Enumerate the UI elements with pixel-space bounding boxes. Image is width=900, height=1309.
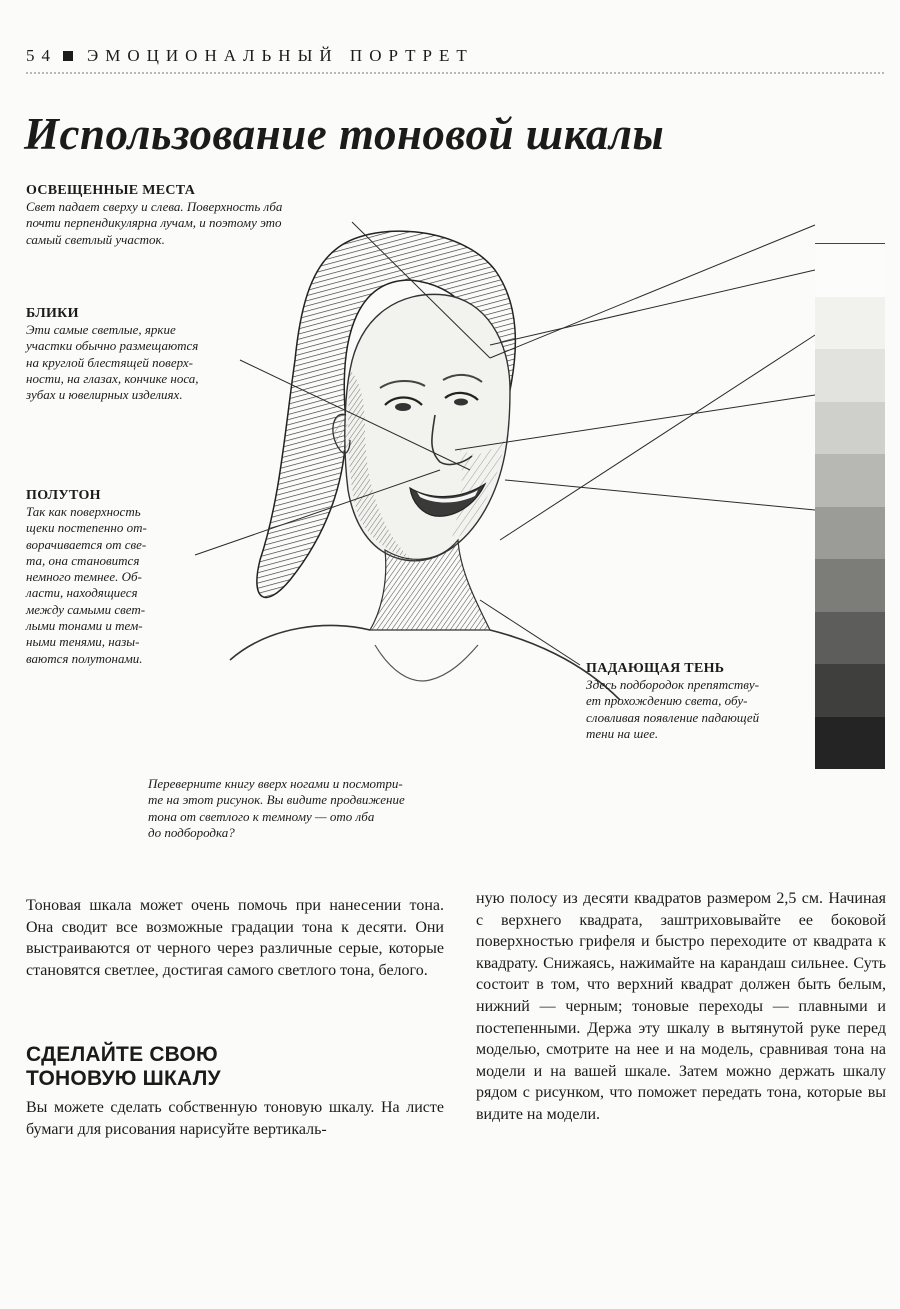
- tonal-scale-step-1: [815, 243, 885, 297]
- page-number: 54: [26, 46, 57, 65]
- annotation-line: на круглой блестящей поверх-: [26, 354, 193, 370]
- annotation-highlights: [26, 306, 241, 403]
- tonal-scale-step-3: [815, 349, 885, 402]
- annotation-line: лыми тонами и тем-: [26, 618, 143, 634]
- body-right-column: ную полосу из десяти квадратов размером 2,5 см. Начиная с верхнего квадрата, заштриховывайте ее боковой поверхностью грифеля и быстро переходите от квадрата к квадрату. Снижаясь, нажимайте на карандаш сильнее. Суть состоит в том, что верхний квадрат должен быть белым, нижний — черным; тоновые переходы — плавными и постепенными. Держа эту шкалу в вытянутой руке перед моделью, смотрите на нее и на модель, сравнивая тона на модели и на вашей шкале. Затем можно держать шкалу рядом с рисунком, что поможет передать тона, которые вы видите на модели.: [476, 890, 886, 1123]
- annotation-heading: ПАДАЮЩАЯ ТЕНЬ: [586, 661, 725, 676]
- annotation-line: почти перпендикулярна лучам, и поэтому это: [26, 215, 282, 231]
- annotation-line: зубах и ювелирных изделиях.: [26, 387, 183, 403]
- annotation-line: между самыми свет-: [26, 601, 146, 617]
- portrait-drawing: [160, 200, 640, 770]
- tonal-scale-step-2: [815, 297, 885, 350]
- tonal-scale-step-9: [815, 664, 885, 717]
- annotation-line: та, она становится: [26, 552, 140, 568]
- annotation-line: ности, на глазах, кончике носа,: [26, 370, 199, 386]
- body-section-paragraph: Вы можете сделать собственную тоновую шкалу. На листе бумаги для рисования нарисуйте вертикаль-: [26, 1099, 444, 1138]
- tonal-scale-step-5: [815, 454, 885, 507]
- annotation-line: самый светлый участок.: [26, 231, 165, 247]
- figure-caption: [148, 776, 458, 841]
- tonal-scale-step-7: [815, 559, 885, 612]
- annotation-line: щеки постепенно от-: [26, 520, 147, 536]
- annotation-line: ными тенями, назы-: [26, 634, 140, 650]
- annotation-text: [26, 322, 241, 403]
- annotation-text: [586, 677, 796, 742]
- annotation-heading: ПОЛУТОН: [26, 488, 101, 503]
- annotation-line: ворачивается от све-: [26, 536, 147, 552]
- annotation-heading: ОСВЕЩЕННЫЕ МЕСТА: [26, 183, 196, 198]
- caption-line: тона от светлого к темному — ото лба: [148, 808, 375, 824]
- neckline: [375, 645, 478, 681]
- running-title: ЭМОЦИОНАЛЬНЫЙ ПОРТРЕТ: [87, 46, 474, 65]
- caption-line: Переверните книгу вверх ногами и посмотри-: [148, 776, 403, 791]
- annotation-line: немного темнее. Об-: [26, 569, 142, 585]
- shoulders: [230, 625, 620, 700]
- caption-line: до подбородка?: [148, 824, 235, 840]
- section-heading: [26, 1043, 221, 1091]
- right-eye: [454, 399, 468, 406]
- annotation-line: Здесь подбородок препятству-: [586, 677, 759, 692]
- tonal-scale-step-4: [815, 402, 885, 455]
- tonal-scale-step-8: [815, 612, 885, 665]
- running-header: [26, 46, 474, 66]
- annotation-line: словливая появление падающей: [586, 709, 760, 725]
- annotation-heading: БЛИКИ: [26, 306, 79, 321]
- left-eye: [395, 403, 411, 411]
- annotation-midtone: [26, 488, 176, 667]
- annotation-line: Свет падает сверху и слева. Поверхность лба: [26, 199, 283, 214]
- annotation-cast-shadow: [586, 661, 796, 742]
- annotation-line: Эти самые светлые, яркие: [26, 322, 176, 337]
- annotation-lit-areas: [26, 183, 351, 248]
- tonal-scale-step-6: [815, 507, 885, 560]
- annotation-line: ет прохождению света, обу-: [586, 693, 748, 709]
- header-square-icon: [63, 51, 73, 61]
- caption-line: те на этот рисунок. Вы видите продвижение: [148, 792, 405, 808]
- tonal-scale: [815, 243, 885, 769]
- annotation-line: участки обычно размещаются: [26, 338, 199, 354]
- annotation-text: [26, 504, 176, 667]
- annotation-line: тени на шее.: [586, 725, 659, 741]
- section-heading-line: СДЕЛАЙТЕ СВОЮ: [26, 1043, 218, 1066]
- annotation-text: [26, 199, 351, 248]
- tonal-scale-step-10: [815, 717, 885, 770]
- annotation-line: ваются полутонами.: [26, 650, 143, 666]
- header-rule: [26, 72, 884, 74]
- section-heading-line: ТОНОВУЮ ШКАЛУ: [26, 1067, 221, 1090]
- body-intro-paragraph: Тоновая шкала может очень помочь при нанесении тона. Она сводит все возможные градации тона к десяти. Они выстраиваются от черного через различные серые, которые становятся светлее, достигая самого светлого тона, белого.: [26, 897, 444, 979]
- page-title: Использование тоновой шкалы: [24, 109, 665, 159]
- annotation-line: ласти, находящиеся: [26, 585, 138, 601]
- annotation-line: Так как поверхность: [26, 504, 141, 519]
